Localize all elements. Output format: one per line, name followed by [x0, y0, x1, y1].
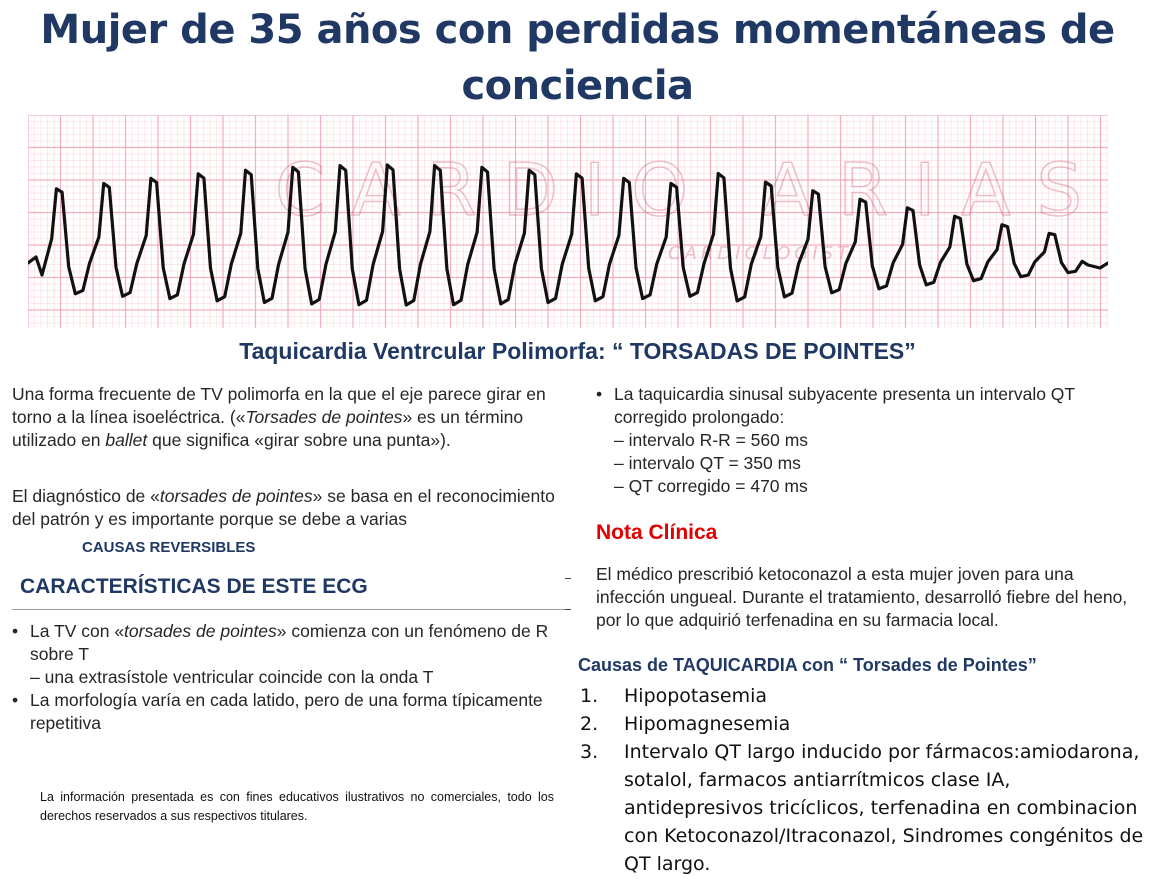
list-item: 3. Intervalo QT largo inducido por fármacos:amiodarona, sotalol, farmacos antiarrítmicos clase IA, antidepresivos tricíclicos, terfenadina en combinacion con Ketoconazol/Itraconazol, Sindromes congénitos de QT largo. — [580, 741, 1144, 875]
nota-clinica-text: El médico prescribió ketoconazol a esta mujer joven para una infección ungueal. Durante el tratamiento, desarrolló fiebre del heno, por lo que adquirió terfenadina en su farmacia local. — [596, 564, 1128, 630]
list-item: 2. Hipomagnesemia — [580, 713, 791, 735]
nota-clinica-heading: Nota Clínica — [596, 521, 718, 544]
section-divider — [12, 609, 567, 610]
causas-heading: Causas de TAQUICARDIA con “ Torsades de Pointes” — [578, 655, 1037, 675]
disclaimer: La información presentada es con fines educativos ilustrativos no comerciales, todo los derechos reservados a sus respectivos titulares. — [40, 790, 554, 823]
causas-list — [578, 682, 1153, 878]
ecg-subtitle: Taquicardia Ventrcular Polimorfa: “ TORSADAS DE POINTES” — [239, 338, 916, 364]
ecg-watermark — [275, 148, 1108, 264]
list-item: • La taquicardia sinusal subyacente presenta un intervalo QT corregido prolongado: — [596, 384, 1075, 427]
list-item: 1. Hipopotasemia — [580, 685, 768, 707]
ecg-watermark-subtext: CARDIOLOGIST — [668, 243, 853, 264]
qt-interval-list — [596, 383, 1146, 498]
list-item: – QT corregido = 470 ms — [614, 476, 808, 496]
list-item: • La morfología varía en cada latido, pero de una forma típicamente repetitiva — [12, 690, 543, 733]
list-item: – intervalo R-R = 560 ms — [614, 430, 809, 450]
caracteristicas-heading: CARACTERÍSTICAS DE ESTE ECG — [20, 575, 368, 598]
divider-tick — [565, 609, 571, 610]
ecg-watermark-text: CARDIO ARIAS — [275, 148, 1108, 232]
caracteristicas-list — [12, 620, 572, 735]
slide-title: Mujer de 35 años con perdidas momentáneas de conciencia — [40, 7, 1115, 109]
divider-tick — [565, 578, 571, 579]
diagnosis-paragraph: El diagnóstico de «torsades de pointes» se basa en el reconocimiento del patrón y es importante porque se debe a varias — [12, 486, 555, 529]
list-item: – intervalo QT = 350 ms — [614, 453, 801, 473]
ecg-strip-image — [28, 115, 1108, 328]
list-item: – una extrasístole ventricular coincide con la onda T — [30, 667, 434, 687]
causas-reversibles-label: CAUSAS REVERSIBLES — [78, 537, 261, 558]
description-paragraph: Una forma frecuente de TV polimorfa en la que el eje parece girar en torno a la línea isoeléctrica. («Torsades de pointes» es un término utilizado en ballet que significa «girar sobre una punta»). — [12, 384, 546, 450]
list-item: • La TV con «torsades de pointes» comienza con un fenómeno de R sobre T — [12, 621, 549, 664]
